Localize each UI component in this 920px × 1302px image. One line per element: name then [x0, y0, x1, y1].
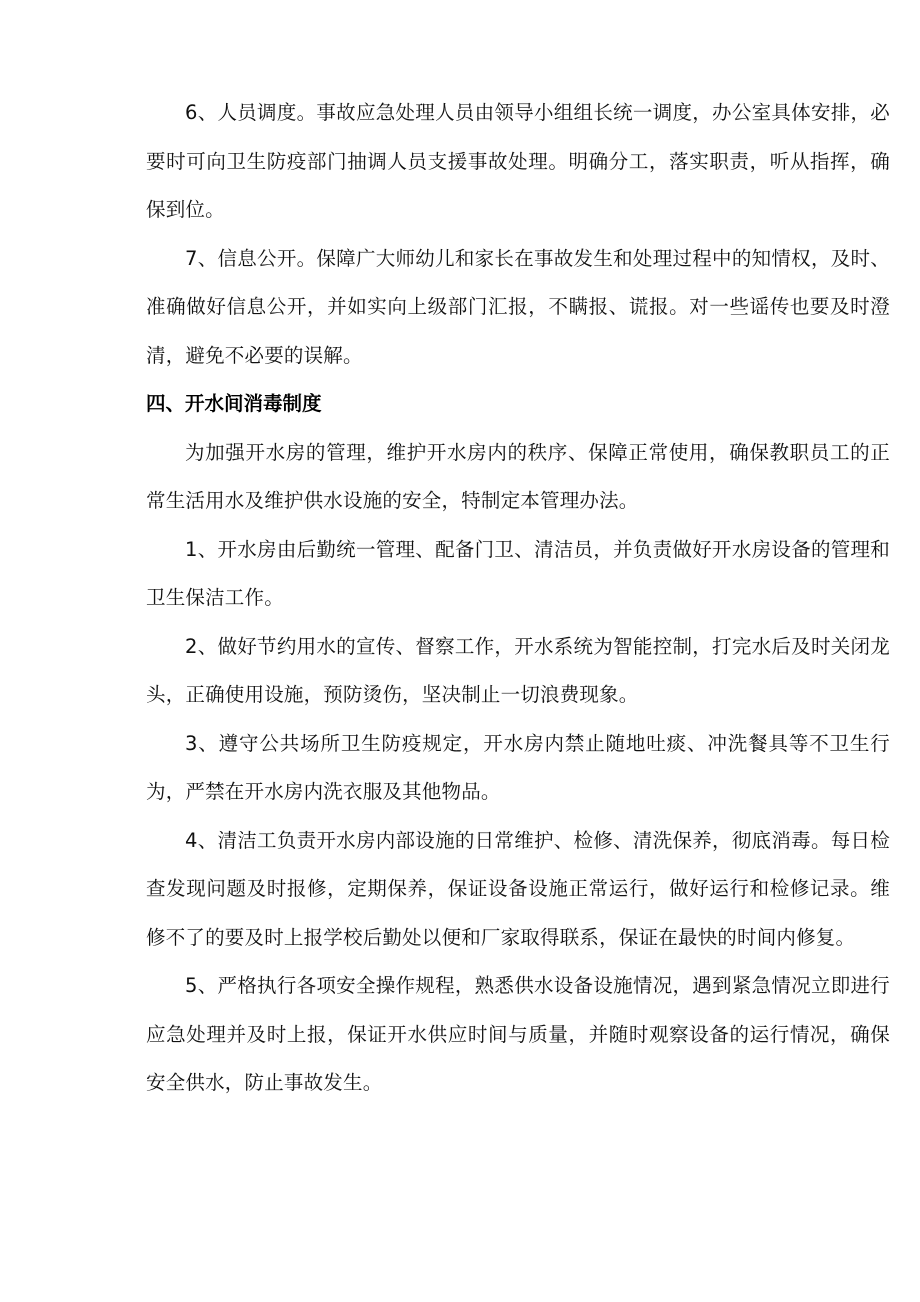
paragraph-rule-3: 3、遵守公共场所卫生防疫规定，开水房内禁止随地吐痰、冲洗餐具等不卫生行为，严禁在开水房内洗衣服及其他物品。 — [146, 731, 890, 803]
section-heading: 四、开水间消毒制度 — [146, 392, 322, 415]
paragraph-intro: 为加强开水房的管理，维护开水房内的秩序、保障正常使用，确保教职员工的正常生活用水及维护供水设施的安全，特制定本管理办法。 — [146, 440, 890, 512]
paragraph-rule-2: 2、做好节约用水的宣传、督察工作，开水系统为智能控制，打完水后及时关闭龙头，正确使用设施，预防烫伤，坚决制止一切浪费现象。 — [146, 634, 890, 706]
document-body — [146, 89, 890, 1108]
paragraph-personnel-dispatch: 6、人员调度。事故应急处理人员由领导小组组长统一调度，办公室具体安排，必要时可向卫生防疫部门抽调人员支援事故处理。明确分工，落实职责，听从指挥，确保到位。 — [146, 101, 890, 221]
paragraph-rule-5: 5、严格执行各项安全操作规程，熟悉供水设备设施情况，遇到紧急情况立即进行应急处理并及时上报，保证开水供应时间与质量，并随时观察设备的运行情况，确保安全供水，防止事故发生。 — [146, 974, 890, 1094]
paragraph-rule-4: 4、清洁工负责开水房内部设施的日常维护、检修、清洗保养，彻底消毒。每日检查发现问题及时报修，定期保养，保证设备设施正常运行，做好运行和检修记录。维修不了的要及时上报学校后勤处以便和厂家取得联系，保证在最快的时间内修复。 — [146, 828, 890, 949]
paragraph-information-disclosure: 7、信息公开。保障广大师幼儿和家长在事故发生和处理过程中的知情权，及时、准确做好信息公开，并如实向上级部门汇报，不瞒报、谎报。对一些谣传也要及时澄清，避免不必要的误解。 — [146, 246, 890, 367]
paragraph-rule-1: 1、开水房由后勤统一管理、配备门卫、清洁员，并负责做好开水房设备的管理和卫生保洁工作。 — [146, 537, 890, 609]
